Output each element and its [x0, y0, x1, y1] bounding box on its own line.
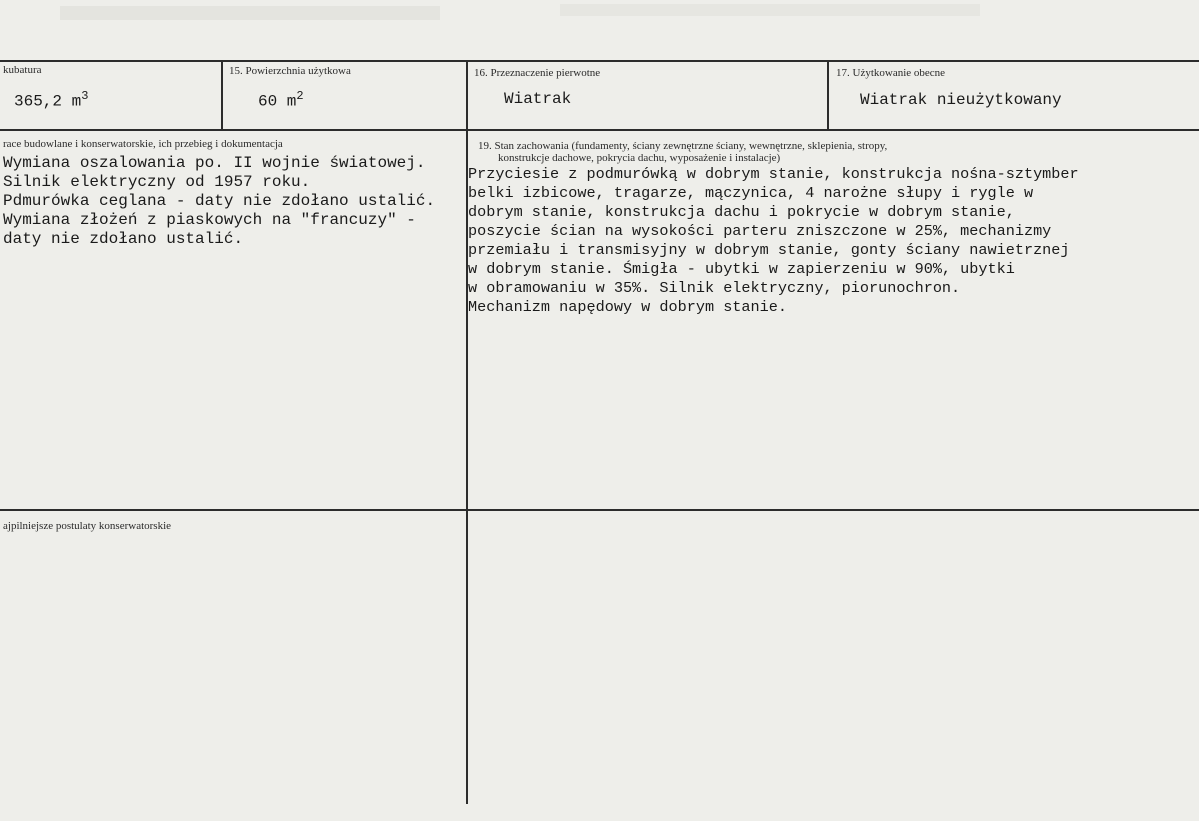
field-19-label-cont: konstrukcje dachowe, pokrycia dachu, wyposażenie i instalacje) [498, 152, 781, 164]
field-19-text [468, 165, 1079, 317]
field-20-label: ajpilniejsze postulaty konserwatorskie [3, 520, 172, 532]
field-19-line: Przyciesie z podmurówką w dobrym stanie, konstrukcja nośna-sztymber [468, 165, 1079, 183]
field-17-value: Wiatrak nieużytkowany [860, 91, 1062, 109]
divider-1 [221, 60, 223, 131]
field-15-exponent: 2 [296, 89, 304, 103]
divider-3 [827, 60, 829, 131]
field-14-label: kubatura [3, 64, 42, 76]
field-18-text [3, 154, 435, 249]
field-18-line: Pdmurówka ceglana - daty nie zdołano ustalić. [3, 192, 436, 210]
field-15-label: 15. Powierzchnia użytkowa [229, 65, 351, 77]
field-16-value: Wiatrak [504, 90, 572, 108]
field-18-line: daty nie zdołano ustalić. [3, 230, 244, 248]
field-19-line: dobrym stanie, konstrukcja dachu i pokrycie w dobrym stanie, [468, 203, 1015, 221]
field-19-line: Mechanizm napędowy w dobrym stanie. [468, 298, 787, 316]
field-19-line: w obramowaniu w 35%. Silnik elektryczny, piorunochron. [468, 279, 961, 297]
field-19-line: w dobrym stanie. Śmigła - ubytki w zapierzeniu w 90%, ubytki [468, 260, 1015, 278]
field-14-exponent: 3 [81, 89, 89, 103]
field-18-label: race budowlane i konserwatorskie, ich przebieg i dokumentacja [3, 138, 283, 150]
row1-bottom-rule [0, 129, 1199, 131]
field-19-line: poszycie ścian na wysokości parteru zniszczone w 25%, mechanizmy [468, 222, 1052, 240]
field-19-line: belki izbicowe, tragarze, mączynica, 4 narożne słupy i rygle w [468, 184, 1034, 202]
field-15-value [258, 89, 304, 110]
paper-smudge [560, 4, 980, 16]
field-18-line: Silnik elektryczny od 1957 roku. [3, 173, 311, 191]
field-17-label: 17. Użytkowanie obecne [836, 67, 946, 79]
row3-top-rule [0, 509, 1199, 511]
form-top-rule [0, 60, 1199, 62]
field-14-number: 365,2 m [14, 92, 82, 111]
field-18-line: Wymiana złożeń z piaskowych na "francuzy" - [3, 211, 416, 229]
field-16-label: 16. Przeznaczenie pierwotne [474, 67, 601, 79]
field-14-value [14, 89, 88, 110]
field-15-number: 60 m [258, 92, 297, 111]
field-19-line: przemiału i transmisyjny w dobrym stanie, gonty ściany nawietrznej [468, 241, 1070, 259]
field-19-label: 19. Stan zachowania (fundamenty, ściany zewnętrzne ściany, wewnętrzne, sklepienia, stropy, [478, 140, 888, 152]
field-18-line: Wymiana oszalowania po. II wojnie światowej. [3, 154, 426, 172]
paper-smudge [60, 6, 440, 20]
